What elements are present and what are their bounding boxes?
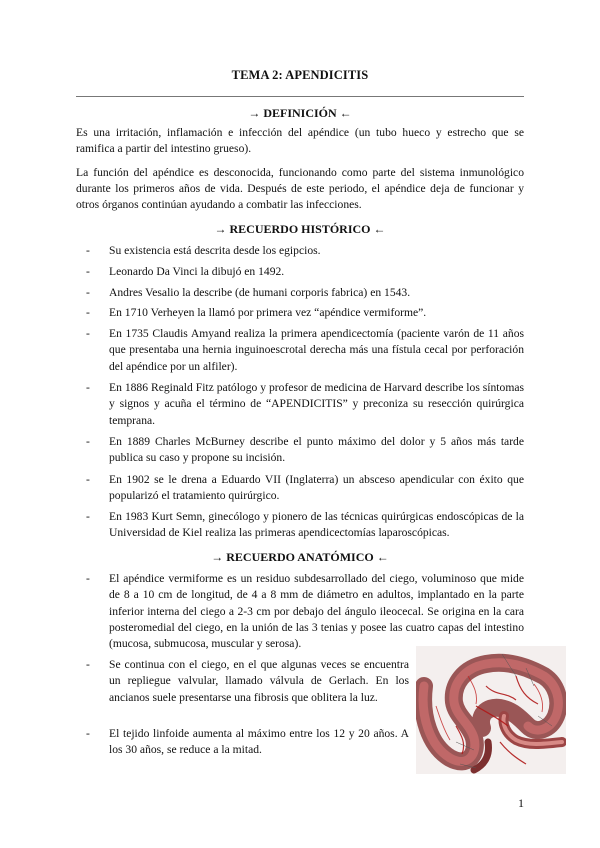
list-item-text: En 1983 Kurt Semn, ginecólogo y pionero de las técnicas quirúrgicas endoscópicas de la Universidad de Kiel realiza las primeras apendicectomías laparoscópicas. [109,510,524,540]
list-item-text: En 1886 Reginald Fitz patólogo y profesor de medicina de Harvard describe los síntomas y signos y acuña el término de “APENDICITIS” y preconiza su resección quirúrgica temprana. [109,381,524,427]
list-item-text: Su existencia está descrita desde los egipcios. [109,244,321,257]
list-item-text: Andres Vesalio la describe (de humani corporis fabrica) en 1543. [109,286,411,299]
list-dash: - [86,473,90,486]
list-dash: - [86,265,90,278]
list-dash: - [86,381,90,394]
list-dash: - [86,435,90,448]
list-dash: - [86,510,90,523]
list-item-text: Leonardo Da Vinci la dibujó en 1492. [109,265,285,278]
list-item-text: Se continua con el ciego, en el que algunas veces se encuentra un repliegue valvular, llamado válvula de Gerlach. En los ancianos suele presentarse una fibrosis que oblitera la luz. [109,658,409,704]
list-item-text: En 1710 Verheyen la llamó por primera vez “apéndice vermiforme”. [109,306,427,319]
list-dash: - [86,244,90,257]
list-item-text: En 1735 Claudis Amyand realiza la primera apendicectomía (paciente varón de 11 años que presentaba una hernia inguinoescrotal derecha más una fístula cecal por perforación del apéndice por un alfiler). [109,327,524,373]
section-heading-definicion: → DEFINICIÓN ← [248,106,352,120]
page-title: TEMA 2: APENDICITIS [231,68,369,82]
list-dash: - [86,727,90,740]
list-dash: - [86,306,90,319]
list-dash: - [86,286,90,299]
cecum-appendix-drawing [416,646,566,774]
title-divider [76,96,524,97]
list-dash: - [86,327,90,340]
section-heading-historico: → RECUERDO HISTÓRICO ← [214,222,386,236]
list-dash: - [86,658,90,671]
appendix-anatomy-illustration [416,646,566,774]
definicion-paragraph-2: La función del apéndice es desconocida, funcionando como parte del sistema inmunológico durante los primeros años de vida. Después de este periodo, el apéndice deja de funcionar y otros órganos continúan ayudando a combatir las infecciones. [76,166,524,211]
definicion-paragraph-1: Es una irritación, inflamación e infección del apéndice (un tubo hueco y estrecho que se ramifica a partir del intestino grueso). [76,126,524,155]
section-heading-anatomico: → RECUERDO ANATÓMICO ← [211,550,389,564]
page-number: 1 [518,796,524,810]
list-item-text: En 1889 Charles McBurney describe el punto máximo del dolor y 5 años más tarde publica su caso y propone su incisión. [109,435,524,465]
list-item-text: En 1902 se le drena a Eduardo VII (Inglaterra) un absceso apendicular con éxito que popularizó el tratamiento quirúrgico. [109,473,524,503]
list-item-text: El apéndice vermiforme es un residuo subdesarrollado del ciego, voluminoso que mide de 8 a 10 cm de longitud, de 4 a 8 mm de diámetro en adultos, implantado en la parte inferior interna del ciego a 2-3 cm por debajo del ángulo ileocecal. Se origina en la cara posteromedial del ciego, en la unión de las 3 tenias y posee las cuatro capas del intestino (mucosa, submucosa, muscular y serosa). [109,572,524,651]
list-item-text: El tejido linfoide aumenta al máximo entre los 12 y 20 años. A los 30 años, se reduce a la mitad. [109,727,409,757]
list-dash: - [86,572,90,585]
